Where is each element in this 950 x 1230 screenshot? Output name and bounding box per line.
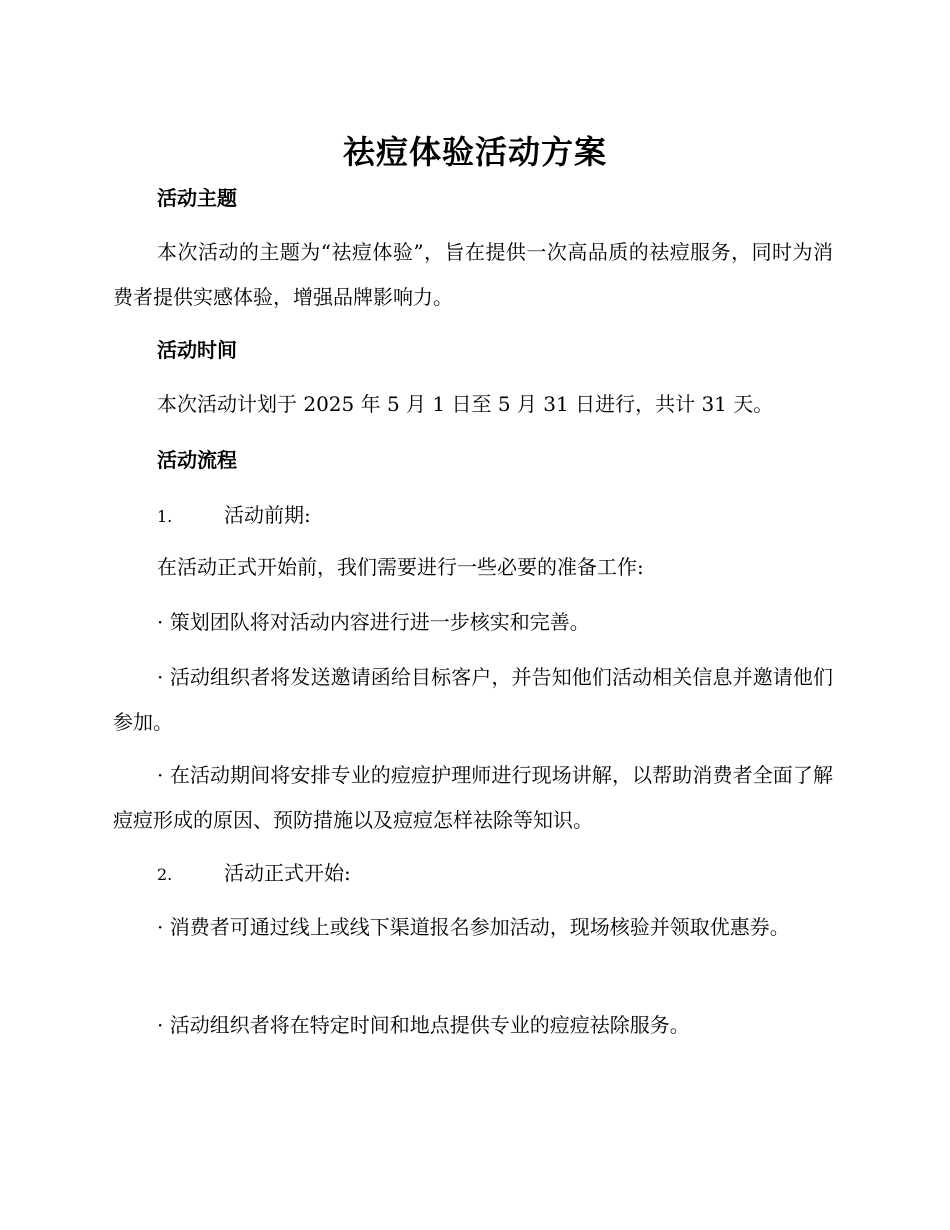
section-heading-process: 活动流程	[157, 448, 237, 472]
list-item: · 策划团队将对活动内容进行进一步核实和完善。	[157, 610, 590, 634]
step-label: 活动前期:	[224, 503, 311, 527]
list-item: · 活动组织者将在特定时间和地点提供专业的痘痘祛除服务。	[157, 1013, 690, 1037]
theme-paragraph: 本次活动的主题为“祛痘体验”，旨在提供一次高品质的祛痘服务，同时为消费者提供实感体验，增强品牌影响力。	[113, 240, 833, 309]
list-item: · 在活动期间将安排专业的痘痘护理师进行现场讲解，以帮助消费者全面了解痘痘形成的原因、预防措施以及痘痘怎样祛除等知识。	[113, 763, 833, 832]
process-step-2	[157, 858, 351, 890]
list-item: · 消费者可通过线上或线下渠道报名参加活动，现场核验并领取优惠券。	[157, 915, 790, 939]
section-heading-theme: 活动主题	[157, 186, 237, 210]
process-step-1	[157, 500, 311, 532]
time-paragraph: 本次活动计划于 2025 年 5 月 1 日至 5 月 31 日进行，共计 31 天。	[157, 392, 774, 416]
step1-intro: 在活动正式开始前，我们需要进行一些必要的准备工作:	[157, 555, 644, 579]
step-number: 1.	[157, 507, 173, 526]
step-label: 活动正式开始:	[224, 861, 351, 885]
step-number: 2.	[157, 865, 173, 884]
section-heading-time: 活动时间	[157, 338, 237, 362]
document-title: 祛痘体验活动方案	[342, 133, 607, 171]
list-item: · 活动组织者将发送邀请函给目标客户，并告知他们活动相关信息并邀请他们参加。	[113, 665, 833, 734]
